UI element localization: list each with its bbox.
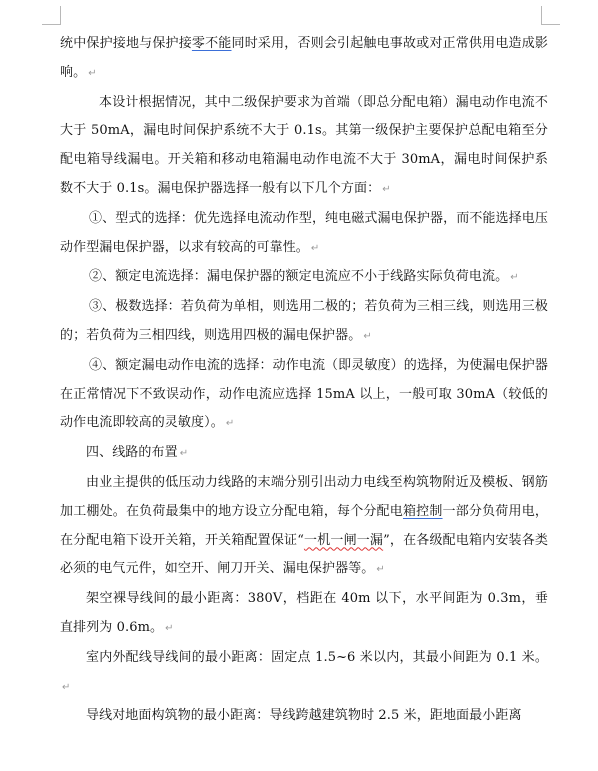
paragraph-mark-icon: [226, 418, 234, 429]
paragraph[interactable]: [60, 205, 548, 264]
paragraph[interactable]: [60, 644, 548, 703]
paragraph-mark-icon: [62, 682, 70, 693]
marked-text: 一机一闸一漏: [303, 532, 384, 548]
paragraph-mark-icon: [165, 623, 173, 634]
text-run: ③、极数选择：若负荷为单相，则选用二极的；若负荷为三相三线，则选用三极的；若负荷为三相四线，则选用四极的漏电保护器。: [60, 299, 548, 343]
paragraph-mark-icon: [88, 68, 96, 79]
paragraph[interactable]: [60, 702, 548, 731]
paragraph[interactable]: [60, 585, 548, 644]
text-run: 本设计根据情况，其中二级保护要求为首端（即总分配电箱）漏电动作电流不大于 50mA，漏电时间保护系统不大于 0.1s。其第一级保护主要保护总配电箱至分配电箱导线漏电。开关箱和移动电箱漏电动作电流不大于 30mA，漏电时间保护系数不大于 0.1s。漏电保护器选择一般有以下几个方面：: [60, 94, 548, 196]
marked-text: 箱控制: [402, 503, 443, 519]
text-run: 同时采用，否则会引起触电事故或对正常供用电造成影响。: [60, 36, 548, 80]
paragraph-mark-icon: [363, 331, 371, 342]
text-run: 一部分负荷用电，在分配电箱下设开关箱，开关箱配置保证“: [60, 503, 548, 548]
paragraph[interactable]: [60, 439, 548, 469]
paragraph[interactable]: [60, 263, 548, 293]
paragraph-mark-icon: [510, 272, 518, 283]
paragraph[interactable]: [60, 469, 548, 585]
text-run: ②、额定电流选择：漏电保护器的额定电流应不小于线路实际负荷电流。: [89, 269, 509, 285]
text-run: 由业主提供的低压动力线路的末端分别引出动力电线至构筑物附近及模板、钢筋加工棚处。在负荷最集中的地方设立分配电箱，每个分配电: [60, 474, 548, 519]
marked-text: 零不能: [191, 36, 232, 51]
paragraph[interactable]: [60, 293, 548, 352]
paragraph-mark-icon: [382, 184, 390, 195]
paragraph[interactable]: [60, 352, 548, 439]
paragraph-mark-icon: [376, 564, 384, 575]
text-run: 导线对地面构筑物的最小距离：导线跨越建筑物时 2.5 米，距地面最小距离: [86, 708, 522, 724]
paragraph-mark-icon: [180, 448, 188, 459]
text-run: ”，在各级配电箱内安装各类必须的电气元件，如空开、闸刀开关、漏电保护器等。: [60, 532, 548, 577]
text-run: 统中保护接地与保护接: [60, 36, 192, 51]
paragraph[interactable]: [60, 89, 548, 205]
crop-mark-top-right: [541, 6, 560, 25]
text-run: 四、线路的布置: [86, 445, 178, 461]
text-run: 室内外配线导线间的最小距离：固定点 1.5~6 米以内，其最小间距为 0.1 米。: [86, 649, 548, 665]
text-run: ①、型式的选择：优先选择电流动作型，纯电磁式漏电保护器，而不能选择电压动作型漏电保护器，以求有较高的可靠性。: [60, 210, 548, 255]
text-run: 架空裸导线间的最小距离：380V，档距在 40m 以下，水平间距为 0.3m，垂直排列为 0.6m。: [60, 591, 548, 635]
text-run: ④、额定漏电动作电流的选择：动作电流（即灵敏度）的选择，为使漏电保护器在正常情况下不致误动作，动作电流应选择 15mA 以上，一般可取 30mA（较低的动作电流即较高的灵敏度）。: [60, 357, 548, 431]
crop-mark-top-left: [42, 6, 61, 25]
document-body[interactable]: [60, 30, 548, 731]
paragraph[interactable]: [60, 30, 548, 89]
paragraph-mark-icon: [311, 243, 319, 254]
